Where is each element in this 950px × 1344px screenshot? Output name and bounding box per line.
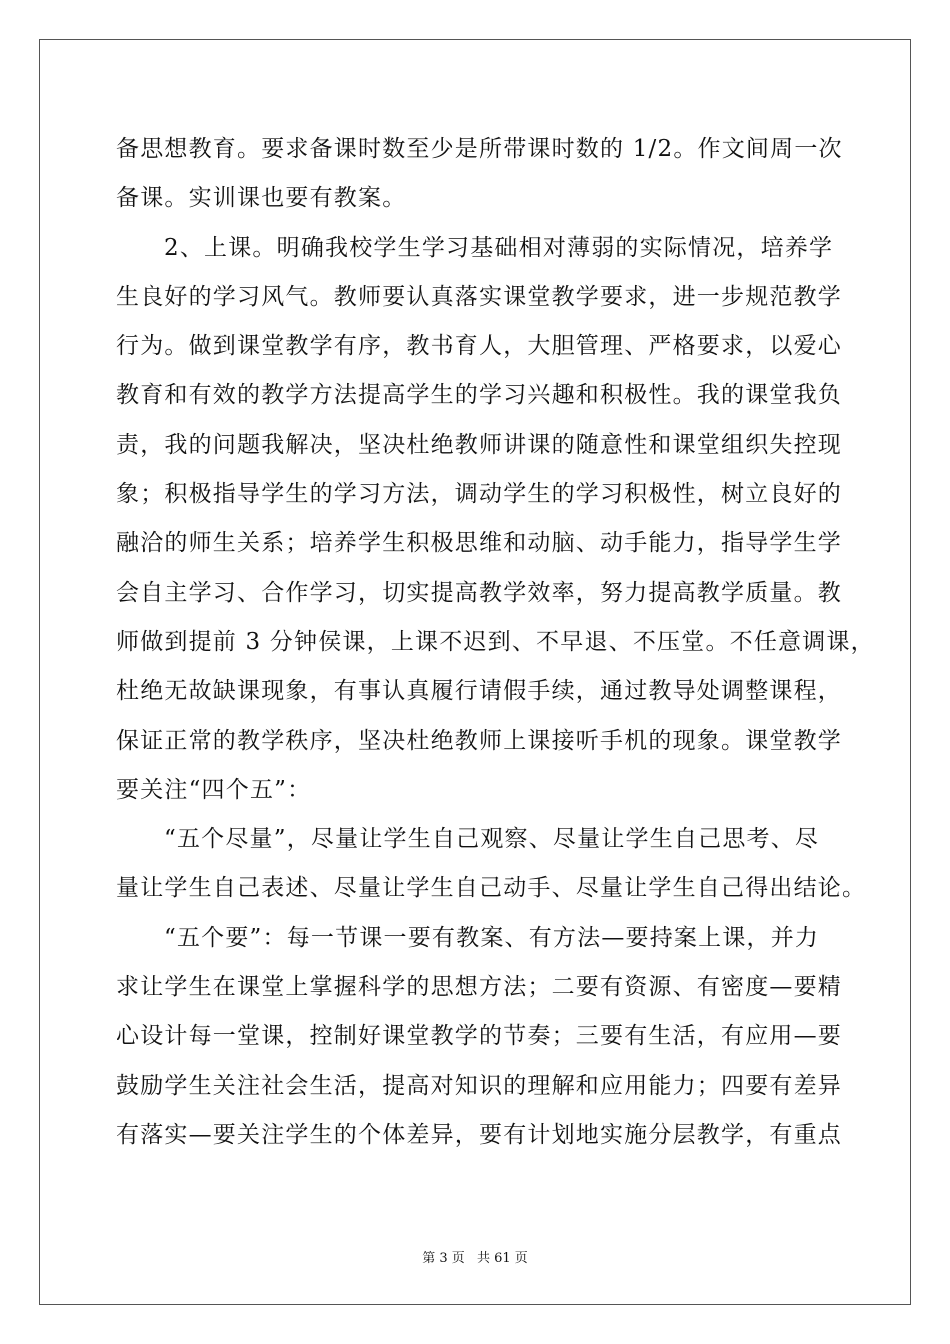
text-line: 师做到提前 3 分钟侯课，上课不迟到、不早退、不压堂。不任意调课， — [116, 628, 875, 655]
text-line: 生良好的学习风气。教师要认真落实课堂教学要求，进一步规范教学 — [116, 283, 842, 310]
document-body — [116, 125, 875, 1160]
text-line: 融洽的师生关系；培养学生积极思维和动脑、动手能力，指导学生学 — [116, 530, 842, 557]
text-line: 象；积极指导学生的学习方法，调动学生的学习积极性，树立良好的 — [116, 481, 842, 508]
text-line: 保证正常的教学秩序，坚决杜绝教师上课接听手机的现象。课堂教学 — [116, 727, 842, 754]
text-line: 备课。实训课也要有教案。 — [116, 185, 407, 212]
text-line: 鼓励学生关注社会生活，提高对知识的理解和应用能力；四要有差异 — [116, 1072, 842, 1099]
page-footer — [0, 1247, 950, 1266]
text-line: 行为。做到课堂教学有序，教书育人，大胆管理、严格要求，以爱心 — [116, 333, 842, 360]
page-total: 共 61 页 — [476, 1251, 528, 1266]
text-line: 求让学生在课堂上掌握科学的思想方法；二要有资源、有密度—要精 — [116, 974, 842, 1001]
text-line: 责，我的问题我解决，坚决杜绝教师讲课的随意性和课堂组织失控现 — [116, 431, 842, 458]
text-line: 教育和有效的教学方法提高学生的学习兴趣和积极性。我的课堂我负 — [116, 382, 842, 409]
page-number: 第 3 页 — [422, 1251, 465, 1266]
text-line: 心设计每一堂课，控制好课堂教学的节奏；三要有生活，有应用—要 — [116, 1023, 842, 1050]
text-line: 杜绝无故缺课现象，有事认真履行请假手续，通过教导处调整课程， — [116, 678, 842, 705]
text-line: 量让学生自己表述、尽量让学生自己动手、尽量让学生自己得出结论。 — [116, 875, 867, 902]
text-line: 有落实—要关注学生的个体差异，要有计划地实施分层教学，有重点 — [116, 1121, 842, 1148]
text-line: “五个尽量”，尽量让学生自己观察、尽量让学生自己思考、尽 — [164, 826, 820, 853]
text-line: “五个要”：每一节课一要有教案、有方法—要持案上课，并力 — [164, 924, 820, 951]
text-line: 备思想教育。要求备课时数至少是所带课时数的 1/2。作文间周一次 — [116, 136, 843, 162]
text-line: 2、上课。明确我校学生学习基础相对薄弱的实际情况，培养学 — [164, 234, 834, 261]
text-line: 要关注“四个五”： — [116, 776, 312, 803]
text-line: 会自主学习、合作学习，切实提高教学效率，努力提高教学质量。教 — [116, 579, 842, 606]
